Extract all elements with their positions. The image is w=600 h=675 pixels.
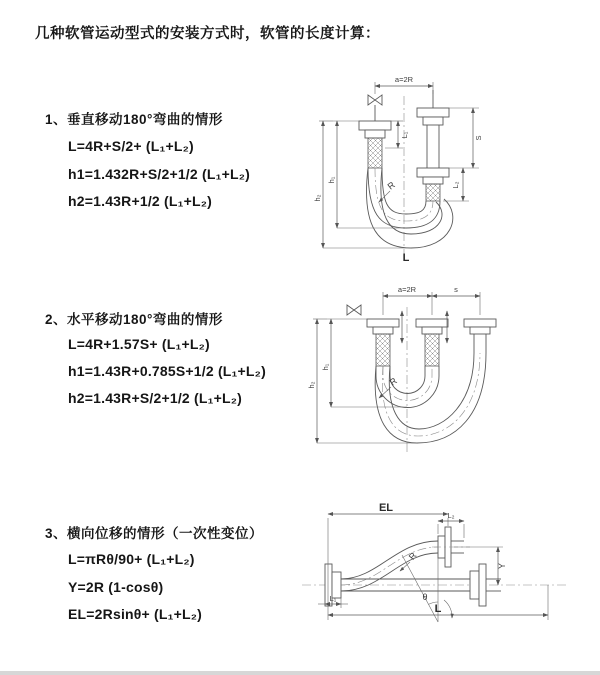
section2-formula-h2: h2=1.43R+S/2+1/2 (L₁+L₂) [68, 390, 243, 406]
dim-label-el: EL [378, 502, 394, 514]
dim-label-a2r: a=2R [397, 285, 417, 294]
dim-label-s: S [474, 135, 483, 141]
diagram-lateral-displacement [298, 500, 573, 650]
valve-icon [368, 95, 382, 121]
section3-heading: 3、横向位移的情形（一次性变位） [45, 526, 264, 541]
dim-a2r [375, 75, 433, 94]
dim-a2r [383, 285, 480, 315]
dim-label-y: Y [497, 562, 507, 570]
section3-formula-EL: EL=2Rsinθ+ (L₁+L₂) [68, 606, 203, 622]
dim-label-h2: h₂ [307, 381, 316, 389]
dim-h1 [321, 319, 407, 407]
section1-formula-L: L=4R+S/2+ (L₁+L₂) [68, 138, 194, 154]
dim-label-l1: L₁ [400, 131, 409, 139]
radius-label: R [406, 550, 419, 562]
dim-label-s: s [454, 285, 458, 294]
dim-label-a2r: a=2R [394, 75, 414, 84]
angle-construction [402, 553, 452, 622]
left-pipe-fitting [359, 121, 391, 168]
dim-label-h2: h₂ [313, 194, 322, 202]
right-pipe-fitting [417, 90, 449, 201]
dim-h2 [313, 121, 411, 248]
diagram-horizontal-180-bend [305, 281, 525, 463]
section1-formula-h2: h2=1.43R+1/2 (L₁+L₂) [68, 193, 213, 209]
radius-label: R [387, 375, 399, 388]
section1-heading: 1、垂直移动180°弯曲的情形 [45, 112, 223, 127]
page-title: 几种软管运动型式的安装方式时，软管的长度计算： [35, 26, 380, 42]
dim-label-l2: L₂ [451, 181, 460, 189]
dim-label-h1: h₁ [327, 176, 336, 184]
hose-displaced-position [341, 541, 438, 591]
dim-label-L: L [402, 252, 410, 264]
right-pipe-fitting [464, 319, 496, 353]
left-pipe-fitting [367, 319, 399, 366]
diagram-vertical-180-bend [313, 68, 525, 264]
valve-icon [347, 305, 361, 315]
dim-s [449, 108, 483, 168]
dim-l1-bottom [318, 594, 348, 608]
dim-s [432, 285, 480, 296]
dim-label-l1-bottom: L₁ [329, 594, 337, 603]
dim-label-h1: h₁ [321, 363, 330, 371]
section2-heading: 2、水平移动180°弯曲的情形 [45, 312, 223, 327]
section2-formula-h1: h1=1.43R+0.785S+1/2 (L₁+L₂) [68, 363, 266, 379]
dim-label-l: L [434, 603, 442, 615]
radius-label: R [385, 179, 397, 192]
dim-label-l2-top: L₂ [447, 511, 455, 520]
angle-label: θ [422, 592, 428, 602]
middle-pipe-fitting [416, 319, 448, 366]
dim-h2 [307, 319, 417, 443]
section3-formula-Y: Y=2R (1-cosθ) [68, 579, 164, 595]
section2-formula-L: L=4R+1.57S+ (L₁+L₂) [68, 336, 210, 352]
dim-el [328, 502, 448, 620]
section1-formula-h1: h1=1.432R+S/2+1/2 (L₁+L₂) [68, 166, 250, 182]
section3-formula-L: L=πRθ/90+ (L₁+L₂) [68, 551, 195, 567]
hose-position-original [376, 366, 439, 408]
page-bottom-edge [0, 671, 600, 675]
